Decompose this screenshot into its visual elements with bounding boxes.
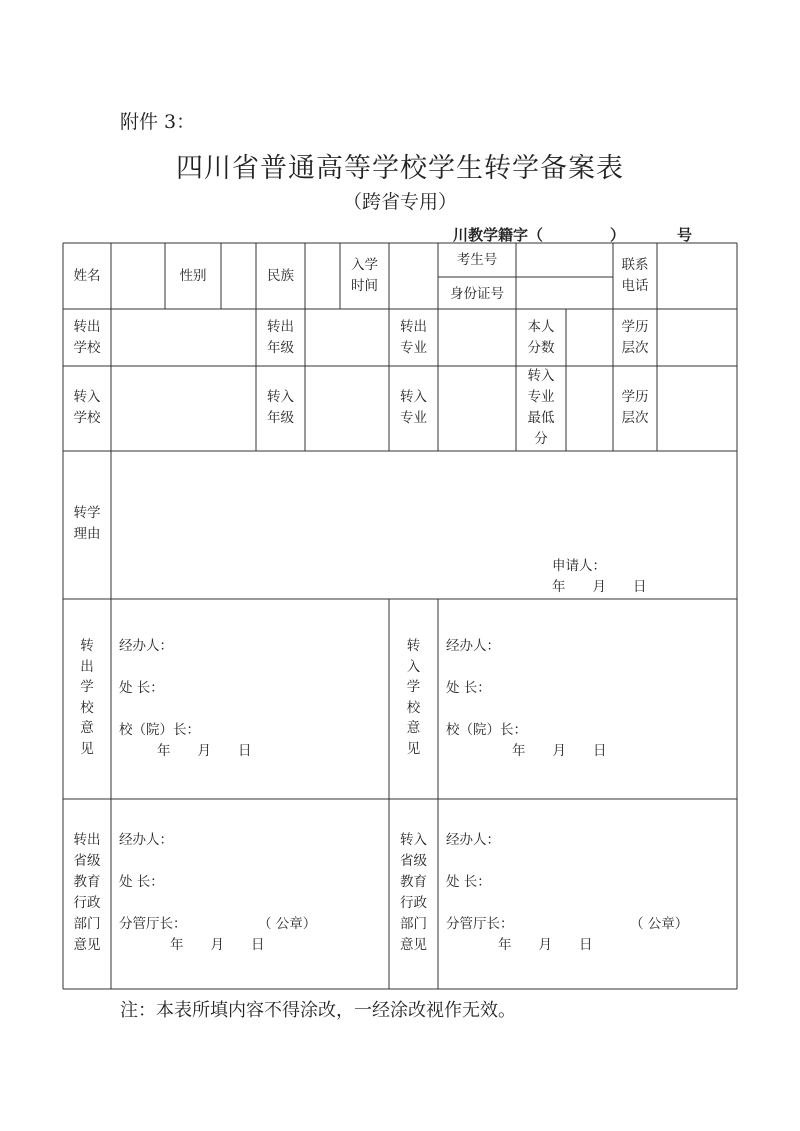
- label-out-major: 转出 专业: [400, 319, 427, 356]
- label-out-dept-opinion: 转出 省级 教育 行政 部门 意见: [73, 832, 101, 953]
- form-subtitle: （跨省专用）: [342, 191, 457, 213]
- label-exam-number: 考生号: [456, 252, 498, 268]
- out-school-date: 年 月 日: [157, 743, 252, 759]
- label-reason: 转学 理由: [73, 505, 101, 542]
- applicant-label: 申请人：: [552, 558, 606, 574]
- doc-number-suffix: 号: [677, 226, 693, 244]
- label-education-out: 学历 层次: [621, 319, 649, 356]
- in-dept-seal: （ 公章）: [630, 916, 689, 932]
- attachment-label: 附件 3：: [120, 111, 196, 133]
- in-school-director: 处 长：: [446, 680, 491, 696]
- label-id-number: 身份证号: [450, 286, 504, 302]
- label-in-grade: 转入 年级: [267, 389, 294, 426]
- label-in-dept-opinion: 转入 省级 教育 行政 部门 意见: [400, 832, 427, 953]
- reason-date: 年 月 日: [552, 579, 647, 595]
- out-dept-seal: （ 公章）: [258, 916, 317, 932]
- out-school-handler: 经办人：: [119, 638, 173, 654]
- label-education-in: 学历 层次: [621, 389, 649, 426]
- label-phone: 联系 电话: [621, 257, 649, 294]
- out-dept-director: 处 长：: [119, 874, 164, 890]
- in-dept-deputy: 分管厅长：: [446, 916, 514, 932]
- in-dept-handler: 经办人：: [446, 832, 500, 848]
- label-enroll-time: 入学 时间: [351, 257, 378, 294]
- out-dept-handler: 经办人：: [119, 832, 173, 848]
- doc-number-close: ）: [610, 226, 626, 244]
- label-out-school-opinion: 转 出 学 校 意 见: [80, 638, 94, 757]
- out-school-director: 处 长：: [119, 680, 164, 696]
- label-ethnicity: 民族: [267, 268, 294, 284]
- label-score: 本人 分数: [527, 319, 555, 356]
- label-in-school-opinion: 转 入 学 校 意 见: [406, 638, 421, 757]
- form-title: 四川省普通高等学校学生转学备案表: [176, 153, 624, 184]
- label-out-school: 转出 学校: [73, 319, 101, 356]
- in-school-president: 校（院）长：: [446, 722, 527, 738]
- label-in-school: 转入 学校: [73, 389, 101, 426]
- in-dept-date: 年 月 日: [498, 937, 593, 953]
- out-school-president: 校（院）长：: [119, 722, 200, 738]
- doc-number-prefix: 川教学籍字（: [453, 226, 544, 244]
- in-dept-director: 处 长：: [446, 874, 491, 890]
- label-min-score: 转入 专业 最低 分: [527, 368, 555, 447]
- label-name: 姓名: [73, 268, 101, 284]
- label-gender: 性别: [179, 268, 207, 284]
- label-out-grade: 转出 年级: [267, 319, 294, 356]
- out-dept-date: 年 月 日: [170, 937, 265, 953]
- footer-note: 注：本表所填内容不得涂改，一经涂改视作无效。: [120, 1000, 516, 1021]
- label-in-major: 转入 专业: [400, 389, 427, 426]
- in-school-handler: 经办人：: [446, 638, 500, 654]
- out-dept-deputy: 分管厅长：: [119, 916, 187, 932]
- in-school-date: 年 月 日: [512, 743, 607, 759]
